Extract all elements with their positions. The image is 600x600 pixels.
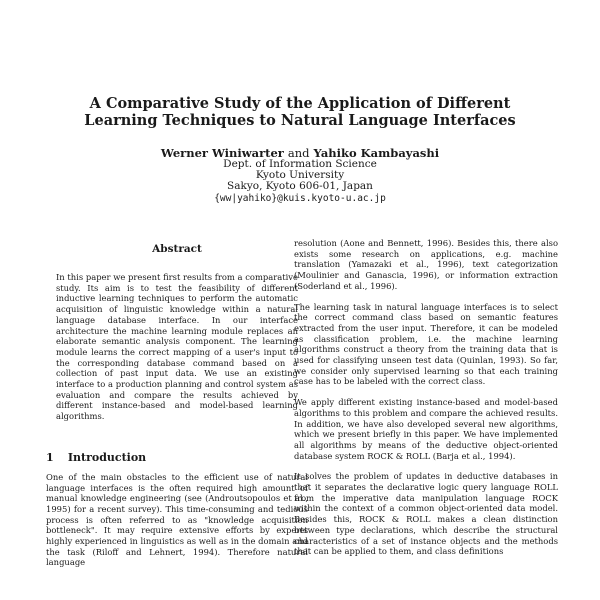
section-title: Introduction [67, 450, 147, 464]
author-connector: and [287, 146, 310, 160]
body-paragraph: We apply different existing instance-based and model-based algorithms to this problem and compare the achieved results. In addition, we have also developed several new algorithms, which we present briefly in this paper. We have implemented all algorithms by means of the deductive object-oriented database system ROCK & ROLL (Barja et al., 1994). [294, 397, 558, 461]
abstract-text: In this paper we present first results from a comparative study. Its aim is to test the feasibility of different inductive learning techniques to perform the automatic acquisition of linguistic knowledge within a natural language database interface. In our interface architecture the machine learning module replaces an elaborate semantic analysis component. The learning module learns the correct mapping of a user's input to the corresponding database command based on a collection of past input data. We use an existing interface to a production planning and control system as evaluation and compare the results achieved by different instance-based and model-based learning algorithms. [56, 272, 298, 422]
right-column [294, 238, 558, 567]
section-number: 1 [46, 450, 54, 464]
abstract-heading: Abstract [152, 243, 202, 255]
affiliation-email: {ww|yahiko}@kuis.kyoto-u.ac.jp [214, 192, 386, 204]
section-heading-introduction [46, 451, 308, 464]
affiliation-university: Kyoto University [255, 169, 345, 182]
affiliation-department: Dept. of Information Science [223, 158, 377, 170]
affiliation [100, 159, 500, 204]
affiliation-address: Sakyo, Kyoto 606-01, Japan [227, 180, 373, 193]
author-name: Werner Winiwarter [160, 146, 284, 160]
title-line-1: A Comparative Study of the Application of Different [89, 95, 511, 112]
body-paragraph: The learning task in natural language interfaces is to select the correct command class based on semantic features extracted from the user input. Therefore, it can be modeled as classification problem, i.e. the machine learning algorithms construct a theory from the training data that is used for classifying unseen test data (Quinlan, 1993). So far, we consider only supervised learning so that each training case has to be labeled with the correct class. [294, 301, 558, 387]
left-column [46, 243, 308, 578]
body-paragraph: resolution (Aone and Bennett, 1996). Besides this, there also exists some research on applications, e.g. machine translation (Yamazaki et al., 1996), text categorization (Moulinier and Ganascia, 1996), or information extraction (Soderland et al., 1996). [294, 238, 558, 291]
title-line-2: Learning Techniques to Natural Language Interfaces [84, 112, 516, 129]
author-name: Yahiko Kambayashi [313, 146, 440, 160]
body-paragraph: It solves the problem of updates in deductive databases in that it separates the declarative logic query language ROLL from the imperative data manipulation language ROCK within the context of a common object-oriented data model. Besides this, ROCK & ROLL makes a clean distinction between type declarations, which describe the structural characteristics of a set of instance objects and the methods that can be applied to them, and class definitions [294, 471, 558, 557]
body-paragraph: One of the main obstacles to the efficient use of natural language interfaces is the often required high amount of manual knowledge engineering (see (Androutsopoulos et al., 1995) for a recent survey). This time-consuming and tedious process is often referred to as "knowledge acquisition bottleneck". It may require extensive efforts by experts highly experienced in linguistics as well as in the domain and the task (Riloff and Lehnert, 1994). Therefore natural language [46, 471, 308, 568]
paper-title [50, 95, 550, 129]
